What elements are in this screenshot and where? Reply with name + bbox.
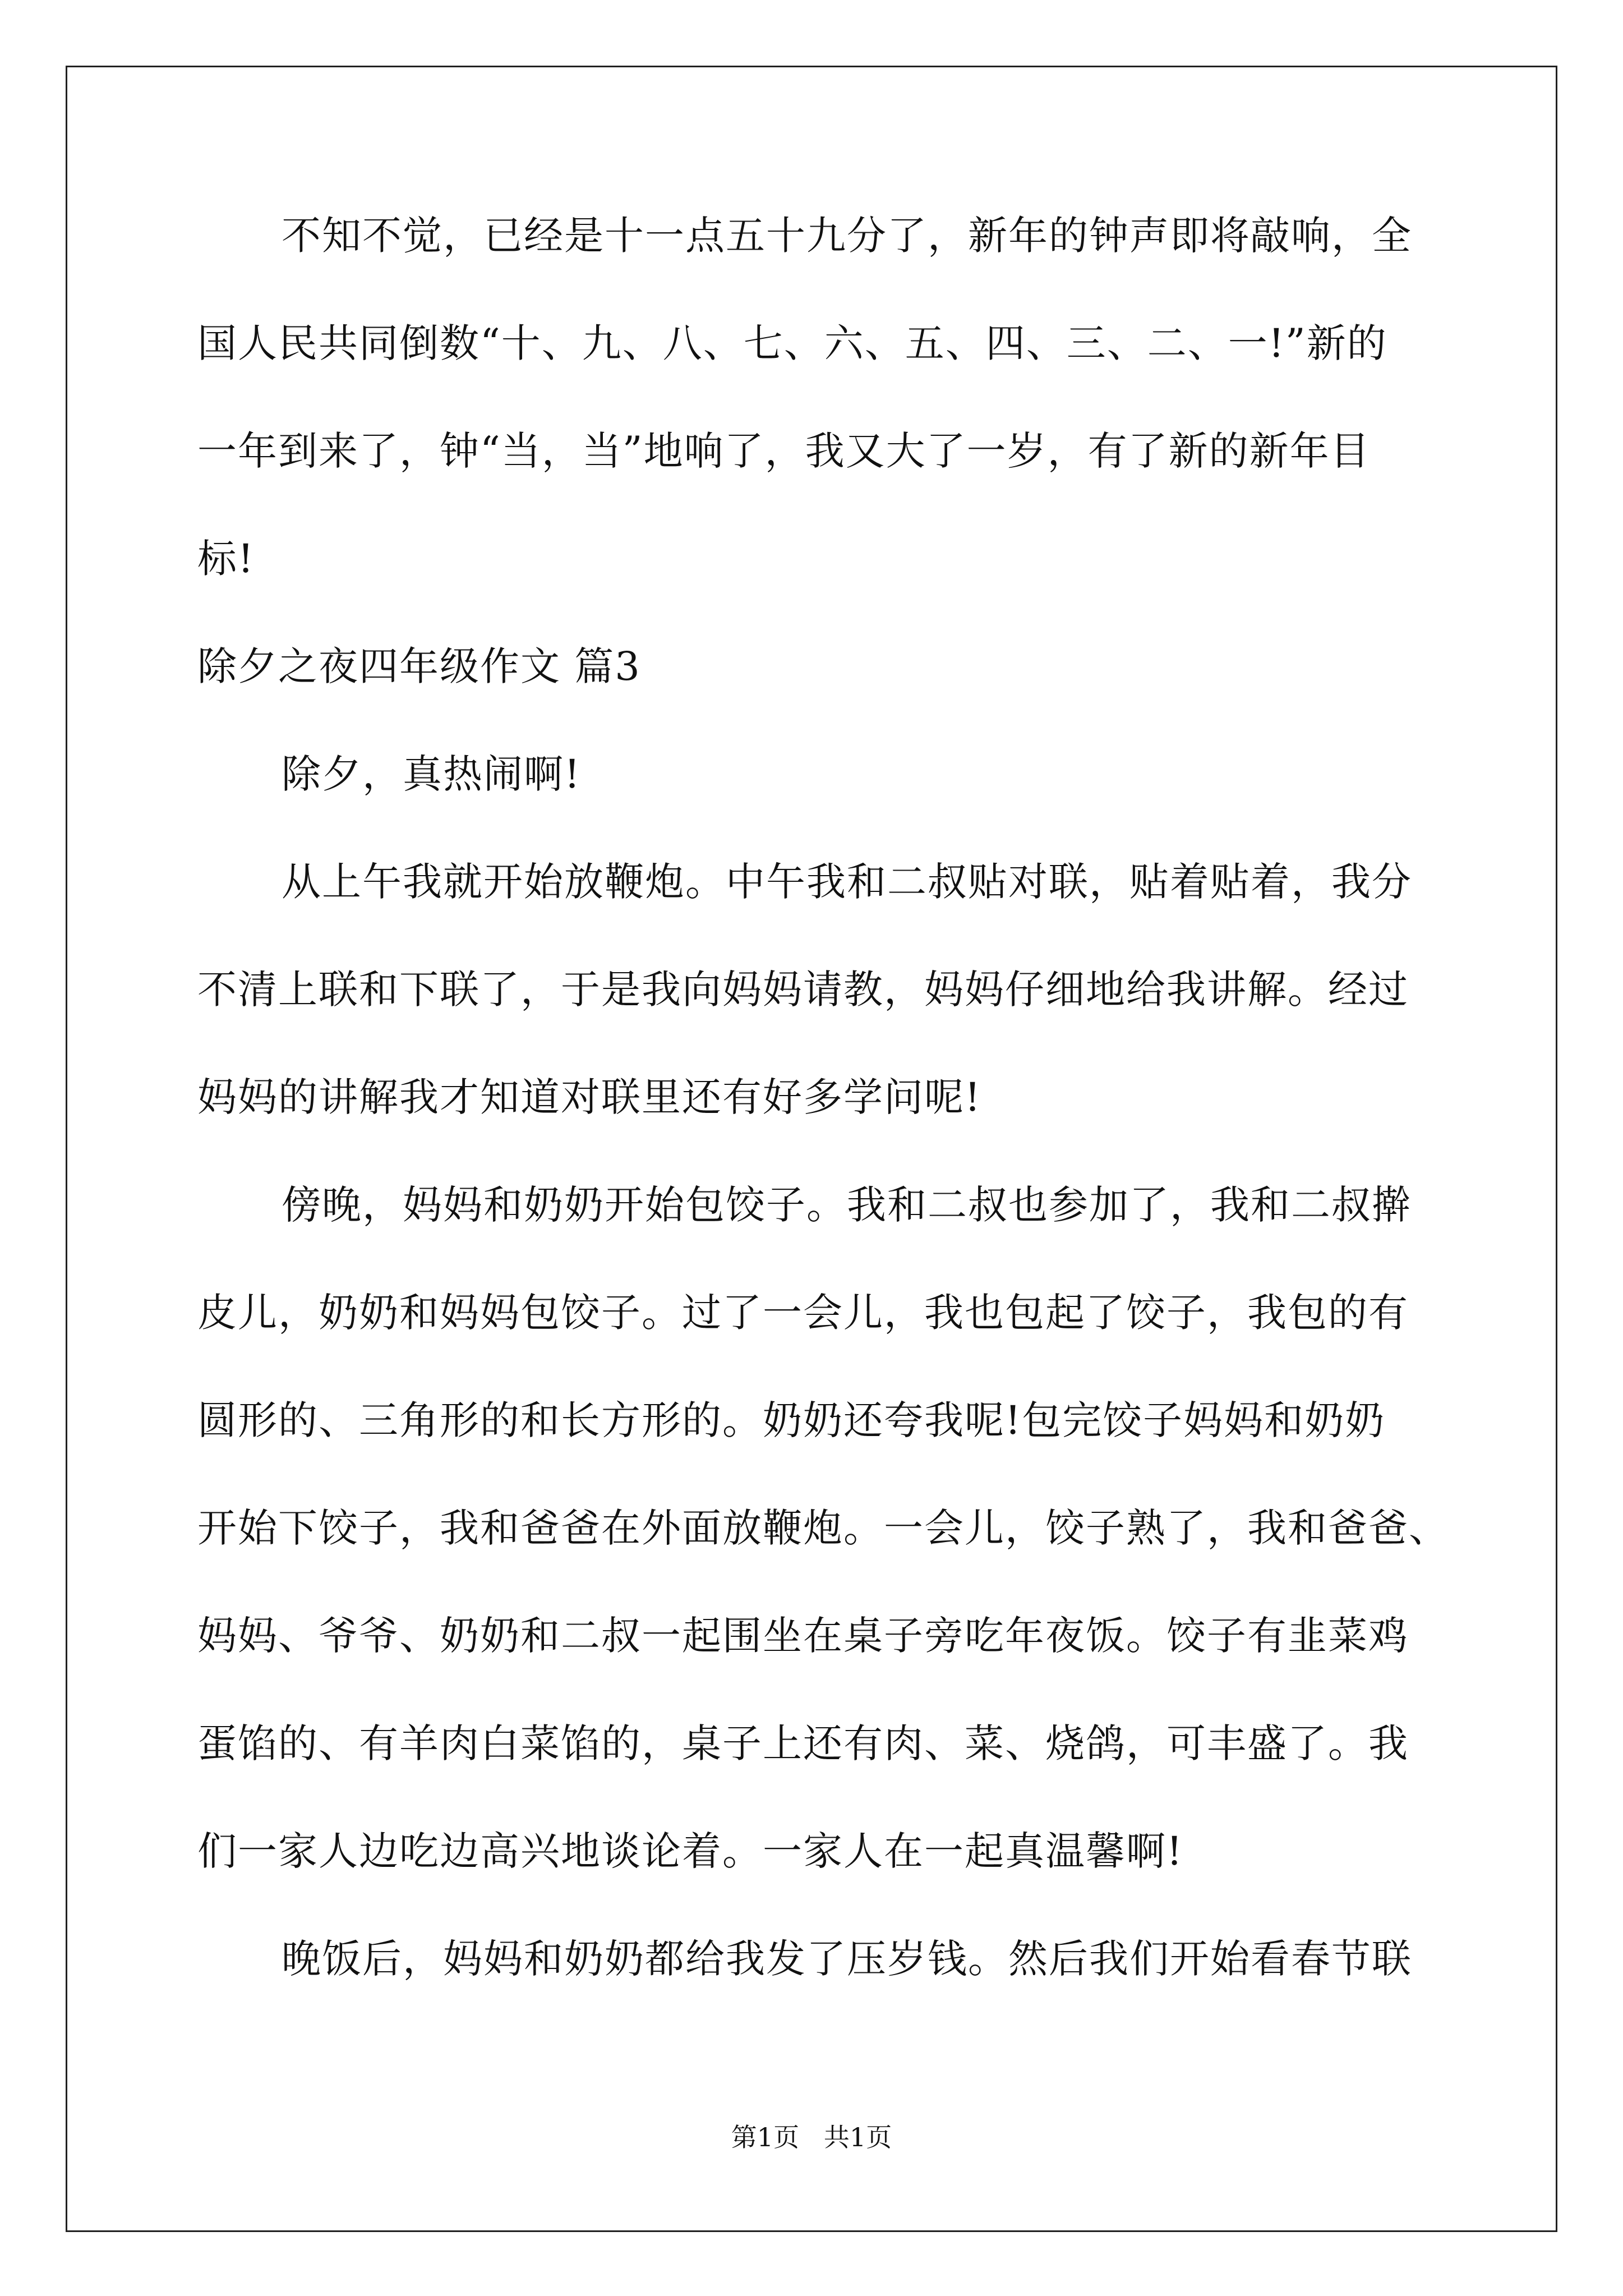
text-line: 从上午我就开始放鞭炮。中午我和二叔贴对联，贴着贴着，我分 bbox=[282, 859, 1412, 905]
text-line: 国人民共同倒数“十、九、八、七、六、五、四、三、二、一!”新的 bbox=[197, 320, 1387, 366]
text-line: 不清上联和下联了，于是我向妈妈请教，妈妈仔细地给我讲解。经过 bbox=[197, 967, 1409, 1013]
text-line: 妈妈、爷爷、奶奶和二叔一起围坐在桌子旁吃年夜饭。饺子有韭菜鸡 bbox=[197, 1613, 1409, 1659]
text-line: 们一家人边吃边高兴地谈论着。一家人在一起真温馨啊! bbox=[197, 1828, 1184, 1874]
text-line: 开始下饺子，我和爸爸在外面放鞭炮。一会儿，饺子熟了，我和爸爸、 bbox=[197, 1505, 1449, 1551]
paragraph bbox=[197, 1177, 1449, 1879]
page-footer bbox=[0, 2120, 1623, 2154]
paragraph bbox=[197, 1931, 1434, 1987]
text-line: 皮儿，奶奶和妈妈包饺子。过了一会儿，我也包起了饺子，我包的有 bbox=[197, 1290, 1409, 1336]
text-line: 傍晚，妈妈和奶奶开始包饺子。我和二叔也参加了，我和二叔擀 bbox=[282, 1182, 1412, 1228]
paragraph bbox=[197, 208, 1434, 587]
paragraph bbox=[197, 854, 1434, 1125]
text-line: 圆形的、三角形的和长方形的。奶奶还夸我呢!包完饺子妈妈和奶奶 bbox=[197, 1397, 1386, 1443]
text-line: 不知不觉，已经是十一点五十九分了，新年的钟声即将敲响，全 bbox=[282, 213, 1412, 259]
text-line: 除夕，真热闹啊! bbox=[282, 751, 582, 797]
paragraph bbox=[197, 746, 1434, 802]
text-line: 蛋馅的、有羊肉白菜馅的，桌子上还有肉、菜、烧鸽，可丰盛了。我 bbox=[197, 1720, 1409, 1766]
text-line: 标! bbox=[197, 536, 255, 582]
text-line: 妈妈的讲解我才知道对联里还有好多学问呢! bbox=[197, 1074, 982, 1120]
text-line: 晚饭后，妈妈和奶奶都给我发了压岁钱。然后我们开始看春节联 bbox=[282, 1936, 1412, 1982]
page-number: 第1页 共1页 bbox=[731, 2122, 892, 2152]
heading-text: 除夕之夜四年级作文 篇3 bbox=[197, 643, 641, 689]
document-body bbox=[197, 208, 1449, 1987]
section-heading bbox=[197, 638, 1434, 694]
text-line: 一年到来了，钟“当，当”地响了，我又大了一岁，有了新的新年目 bbox=[197, 428, 1371, 474]
